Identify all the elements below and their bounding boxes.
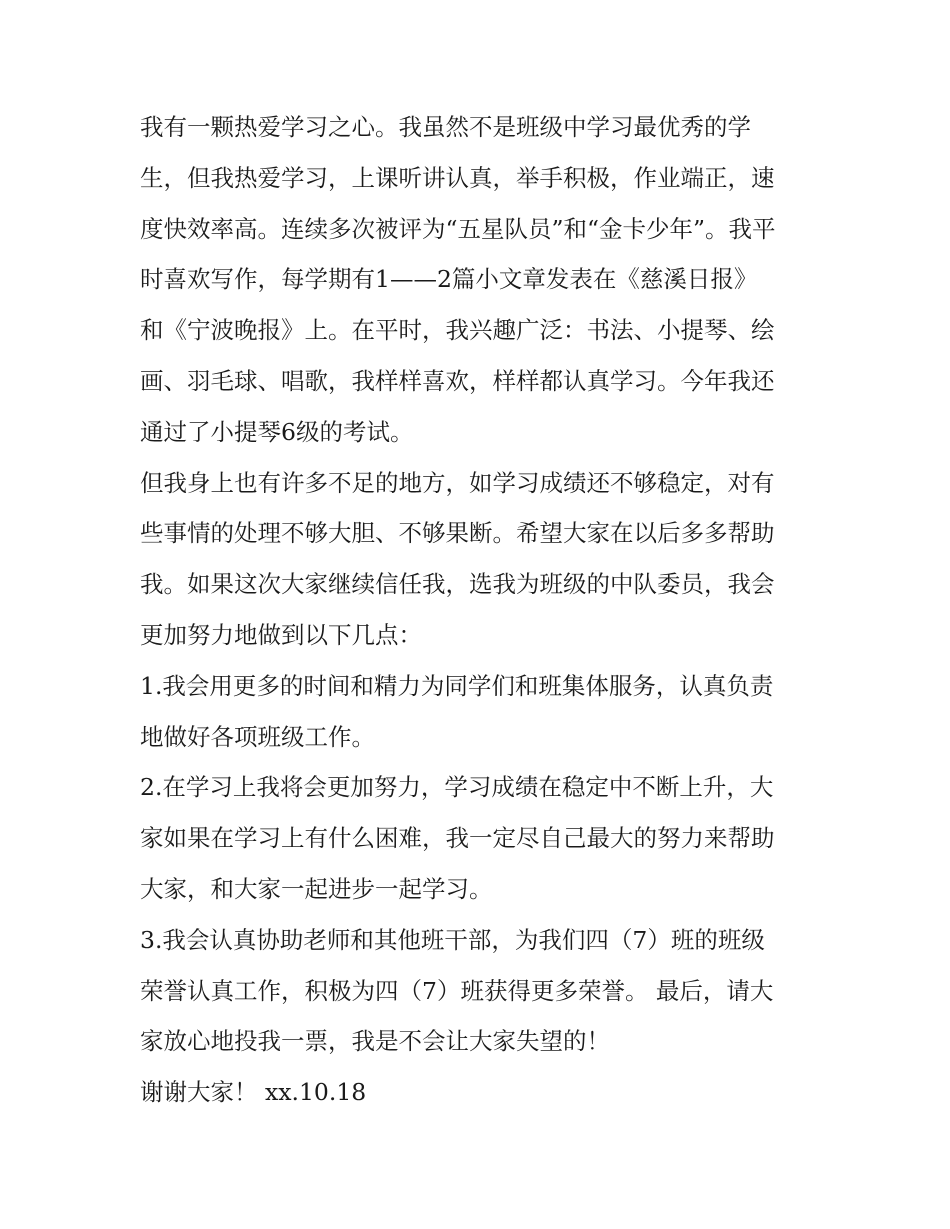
list-item-2-line-2: 家如果在学习上有什么困难，我一定尽自己最大的努力来帮助 [140,824,775,853]
text-line-5: 和《宁波晚报》上。在平时，我兴趣广泛：书法、小提琴、绘 [140,316,775,345]
text-line-6: 画、羽毛球、唱歌，我样样喜欢，样样都认真学习。今年我还 [140,366,775,395]
list-item-3-line-1: 3.我会认真协助老师和其他班干部，为我们四（7）班的班级 [140,925,765,954]
list-item-2-line-3: 大家，和大家一起进步一起学习。 [140,874,493,903]
document-body [140,102,820,1118]
text-line-10: 我。如果这次大家继续信任我，选我为班级的中队委员，我会 [140,570,775,599]
text-line-11: 更加努力地做到以下几点： [140,620,422,649]
text-line-7: 通过了小提琴6级的考试。 [140,417,414,446]
text-line-2: 生，但我热爱学习，上课听讲认真，举手积极，作业端正，速 [140,163,775,192]
text-line-4: 时喜欢写作，每学期有1——2篇小文章发表在《慈溪日报》 [140,265,758,294]
list-item-1-line-2: 地做好各项班级工作。 [140,722,375,751]
list-item-3-line-3: 家放心地投我一票，我是不会让大家失望的！ [140,1027,610,1056]
text-line-9: 些事情的处理不够大胆、不够果断。希望大家在以后多多帮助 [140,519,775,548]
text-line-8: 但我身上也有许多不足的地方，如学习成绩还不够稳定，对有 [140,468,775,497]
list-item-1-line-1: 1.我会用更多的时间和精力为同学们和班集体服务，认真负责 [140,671,774,700]
closing-signature: 谢谢大家！ xx.10.18 [140,1078,367,1107]
text-line-1: 我有一颗热爱学习之心。我虽然不是班级中学习最优秀的学 [140,113,751,141]
list-item-3-line-2: 荣誉认真工作，积极为四（7）班获得更多荣誉。 最后，请大 [140,976,774,1005]
list-item-2-line-1: 2.在学习上我将会更加努力，学习成绩在稳定中不断上升，大 [140,773,774,802]
text-line-3: 度快效率高。连续多次被评为“五星队员”和“金卡少年”。我平 [140,214,776,243]
